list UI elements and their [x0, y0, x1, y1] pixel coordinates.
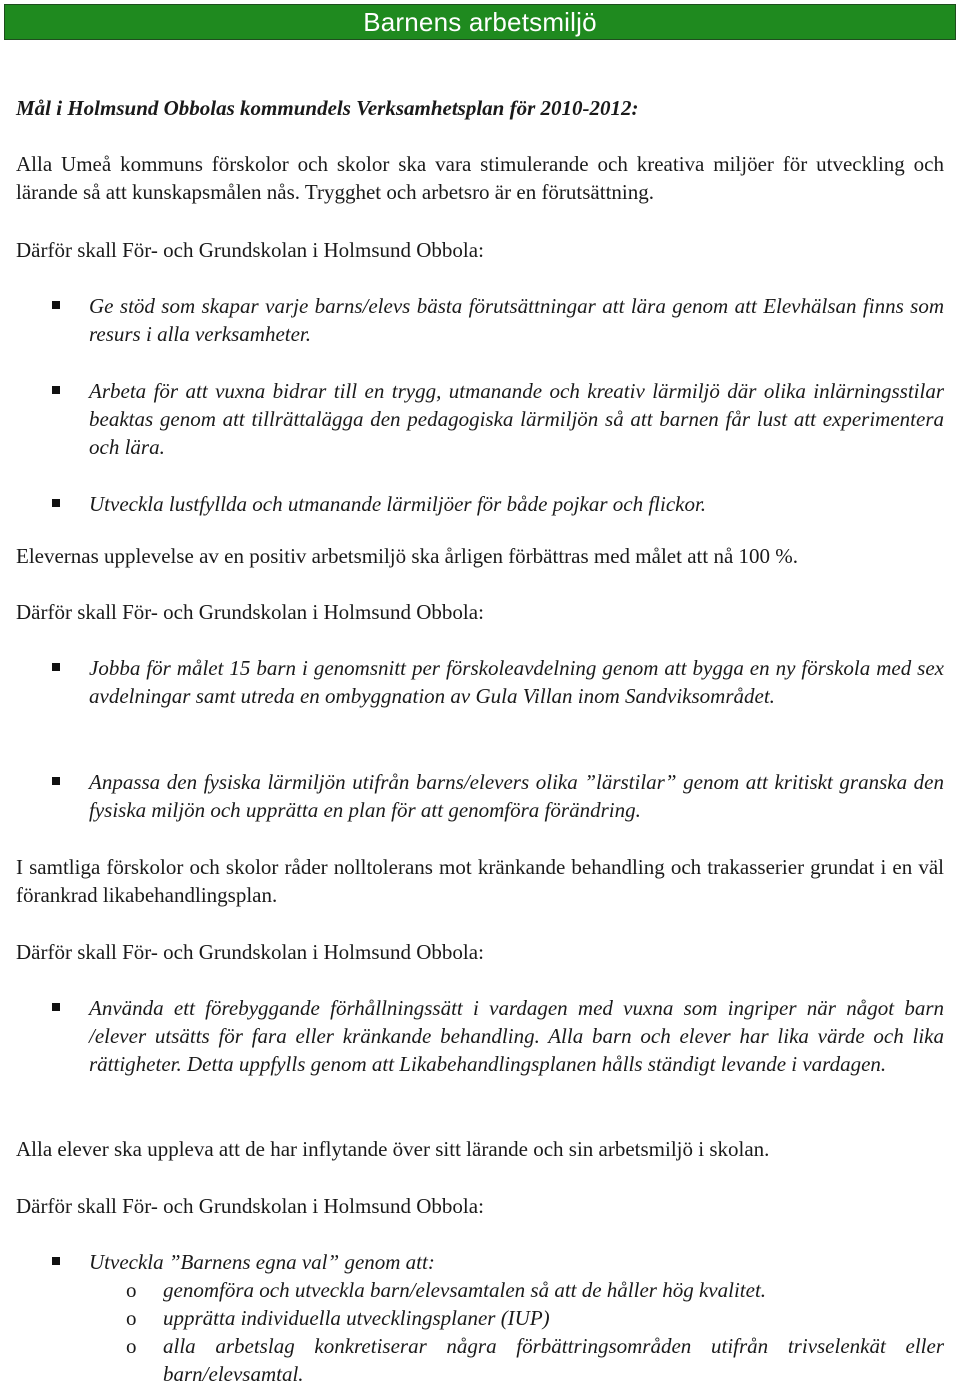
bullet-text: Använda ett förebyggande förhållningssätt i vardagen med vuxna som ingriper när något barn /elever utsätts för fara eller kränkande behandling. Alla barn och elever har lika värde och lika rättigheter. Detta uppfylls genom att Likabehandlingsplanen hålls ständigt levande i vardagen.	[89, 996, 944, 1076]
sub-list-item	[126, 1332, 944, 1385]
bullet-item	[52, 768, 944, 824]
page-title: Barnens arbetsmiljö	[363, 6, 597, 37]
square-bullet-icon	[52, 1003, 60, 1011]
therefore-text-4: Därför skall För- och Grundskolan i Holmsund Obbola:	[16, 1194, 484, 1218]
bullet-text: Utveckla lustfyllda och utmanande lärmiljöer för både pojkar och flickor.	[89, 492, 707, 516]
bullet-item	[52, 292, 944, 348]
bullet-text: Anpassa den fysiska lärmiljön utifrån barns/elevers olika ”lärstilar” genom att kritiskt granska den fysiska miljön och upprätta en plan för att genomföra förändring.	[89, 770, 944, 822]
goal-paragraph-3: I samtliga förskolor och skolor råder nolltolerans mot kränkande behandling och trakasserier grundat i en väl förankrad likabehandlingsplan.	[16, 855, 944, 907]
bullet-item	[52, 994, 944, 1078]
square-bullet-icon	[52, 663, 60, 671]
circle-bullet-icon: o	[126, 1278, 137, 1302]
goal-heading: Mål i Holmsund Obbolas kommundels Verksamhetsplan för 2010-2012:	[16, 96, 639, 120]
intro-paragraph: Alla Umeå kommuns förskolor och skolor ska vara stimulerande och kreativa miljöer för utveckling och lärande så att kunskapsmålen nås. Trygghet och arbetsro är en förutsättning.	[16, 152, 944, 204]
bullet-item	[52, 377, 944, 461]
bullet-item	[52, 1248, 944, 1276]
sub-item-text: genomföra och utveckla barn/elevsamtalen så att de håller hög kvalitet.	[163, 1278, 767, 1302]
bullet-text: Jobba för målet 15 barn i genomsnitt per förskoleavdelning genom att bygga en ny förskola med sex avdelningar samt utreda en ombyggnation av Gula Villan inom Sandviksområdet.	[89, 656, 944, 708]
bullet-text: Arbeta för att vuxna bidrar till en trygg, utmanande och kreativ lärmiljö där olika inlärningsstilar beaktas genom att tillrättalägga den pedagogiska lärmiljön så att barnen får lust att experimentera och lära.	[89, 379, 944, 459]
title-banner	[4, 4, 956, 40]
bullet-item	[52, 490, 944, 518]
square-bullet-icon	[52, 301, 60, 309]
therefore-text-2: Därför skall För- och Grundskolan i Holmsund Obbola:	[16, 600, 484, 624]
bullet-text: Utveckla ”Barnens egna val” genom att:	[89, 1250, 435, 1274]
sub-list-item	[126, 1304, 944, 1332]
bullet-text: Ge stöd som skapar varje barns/elevs bästa förutsättningar att lära genom att Elevhälsan finns som resurs i alla verksamheter.	[89, 294, 944, 346]
circle-bullet-icon: o	[126, 1334, 137, 1358]
square-bullet-icon	[52, 1257, 60, 1265]
goal-paragraph-4: Alla elever ska uppleva att de har inflytande över sitt lärande och sin arbetsmiljö i skolan.	[16, 1137, 770, 1161]
therefore-text-1: Därför skall För- och Grundskolan i Holmsund Obbola:	[16, 238, 484, 262]
sub-list-item	[126, 1276, 944, 1304]
therefore-text-3: Därför skall För- och Grundskolan i Holmsund Obbola:	[16, 940, 484, 964]
square-bullet-icon	[52, 777, 60, 785]
goal-paragraph-2: Elevernas upplevelse av en positiv arbetsmiljö ska årligen förbättras med målet att nå 100 %.	[16, 544, 799, 568]
sub-item-text: upprätta individuella utvecklingsplaner (IUP)	[163, 1306, 550, 1330]
square-bullet-icon	[52, 386, 60, 394]
square-bullet-icon	[52, 499, 60, 507]
circle-bullet-icon: o	[126, 1306, 137, 1330]
bullet-item	[52, 654, 944, 710]
sub-item-text: alla arbetslag konkretiserar några förbättringsområden utifrån trivselenkät eller barn/elevsamtal.	[163, 1334, 944, 1385]
